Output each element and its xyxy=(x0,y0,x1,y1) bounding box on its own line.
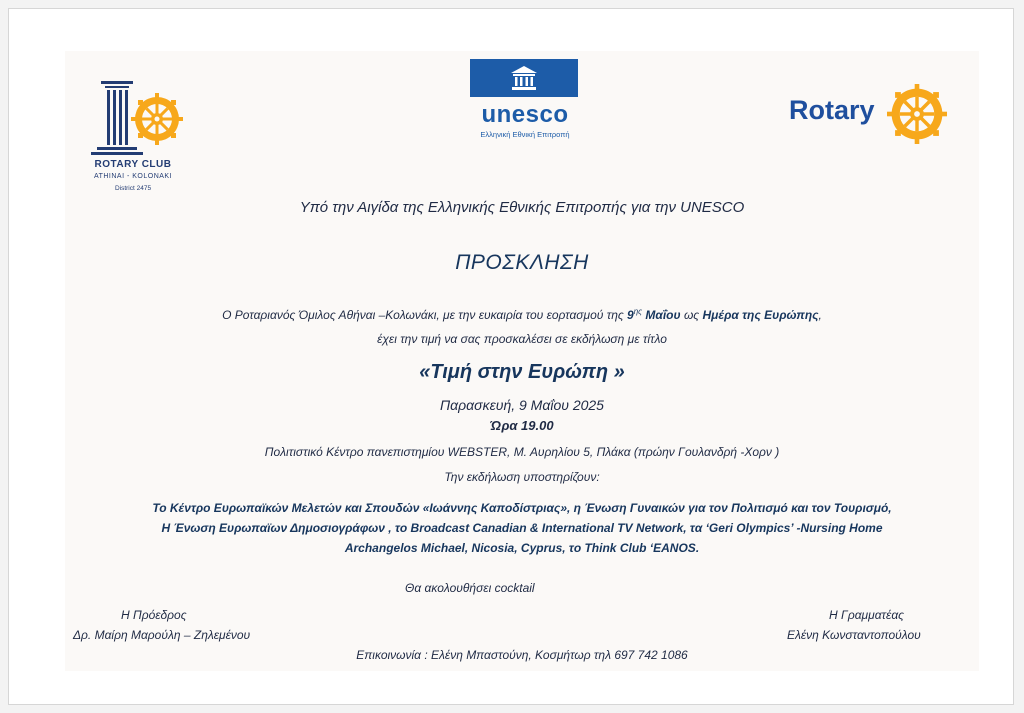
rotary-wordmark: Rotary xyxy=(789,95,875,125)
president-name: Δρ. Μαίρη Μαρούλη – Ζηλεμένου xyxy=(73,628,251,642)
intro-line-1 xyxy=(65,307,979,322)
aegis-line: Υπό την Αιγίδα της Ελληνικής Εθνικής Επιτροπής για την UNESCO xyxy=(299,199,745,216)
secretary-name: Ελένη Κωνσταντοπούλου xyxy=(787,628,921,642)
temple-icon xyxy=(510,65,538,91)
sponsors-line: Archangelos Michael, Nicosia, Cyprus, το Think Club ‘EANOS. xyxy=(344,541,700,555)
intro-day: 9 xyxy=(627,308,634,322)
intro-day-suffix: ης xyxy=(633,307,643,316)
sponsors-list xyxy=(105,498,939,558)
support-heading: Την εκδήλωση υποστηρίζουν: xyxy=(444,470,600,484)
invitation-title: ΠΡΟΣΚΛΗΣΗ xyxy=(455,251,589,274)
invitation-card xyxy=(65,51,979,671)
document-page xyxy=(8,8,1014,705)
intro-line-2: έχει την τιμή να σας προσκαλέσει σε εκδήλωση με τίτλο xyxy=(377,332,667,346)
intro-connector: ως xyxy=(680,308,703,322)
unesco-wordmark: unesco xyxy=(481,101,569,128)
event-date: Παρασκευή, 9 Μαΐου 2025 xyxy=(440,397,604,413)
event-venue: Πολιτιστικό Κέντρο πανεπιστημίου WEBSTER, Μ. Αυρηλίου 5, Πλάκα (πρώην Γουλανδρή -Χορν ) xyxy=(264,445,780,459)
sponsors-line: Η Ένωση Ευρωπαϊων Δημοσιογράφων , το Broadcast Canadian & International TV Network, τα ‘Geri Olympics’ -Nursing Home xyxy=(161,521,883,535)
cocktail-note: Θα ακολουθήσει cocktail xyxy=(405,581,535,595)
contact-line: Επικοινωνία : Ελένη Μπαστούνη, Κοσμήτωρ τηλ 697 742 1086 xyxy=(356,648,688,662)
secretary-role: Η Γραμματέας xyxy=(829,608,904,622)
sponsors-line: Το Κέντρο Ευρωπαϊκών Μελετών και Σπουδών «Ιωάννης Καποδίστριας», η Ένωση Γυναικών για τον Πολιτισμό και τον Τουρισμό, xyxy=(152,501,892,515)
intro-end: , xyxy=(818,308,822,322)
intro-text: Ο Ροταριανός Όμιλος Αθήναι –Κολωνάκι, με την ευκαιρία του εορτασμού της xyxy=(222,308,628,322)
unesco-subtitle: Ελληνική Εθνική Επιτροπή xyxy=(480,130,570,139)
event-title: «Τιμή στην Ευρώπη » xyxy=(419,361,625,383)
intro-month: Μαΐου xyxy=(642,308,681,322)
president-role: Η Πρόεδρος xyxy=(121,608,187,622)
rotary-club-district: District 2475 xyxy=(114,185,152,192)
rotary-club-logo xyxy=(65,51,205,201)
rotary-club-name: ROTARY CLUB xyxy=(94,159,172,170)
event-time: Ώρα 19.00 xyxy=(490,418,554,433)
rotary-wheel-icon xyxy=(887,84,947,144)
unesco-emblem xyxy=(470,59,578,97)
rotary-wheel-icon xyxy=(131,93,183,145)
rotary-club-subtitle: ATHINAI - KOLONAKI xyxy=(93,173,173,180)
europe-day: Ημέρα της Ευρώπης xyxy=(702,308,819,322)
